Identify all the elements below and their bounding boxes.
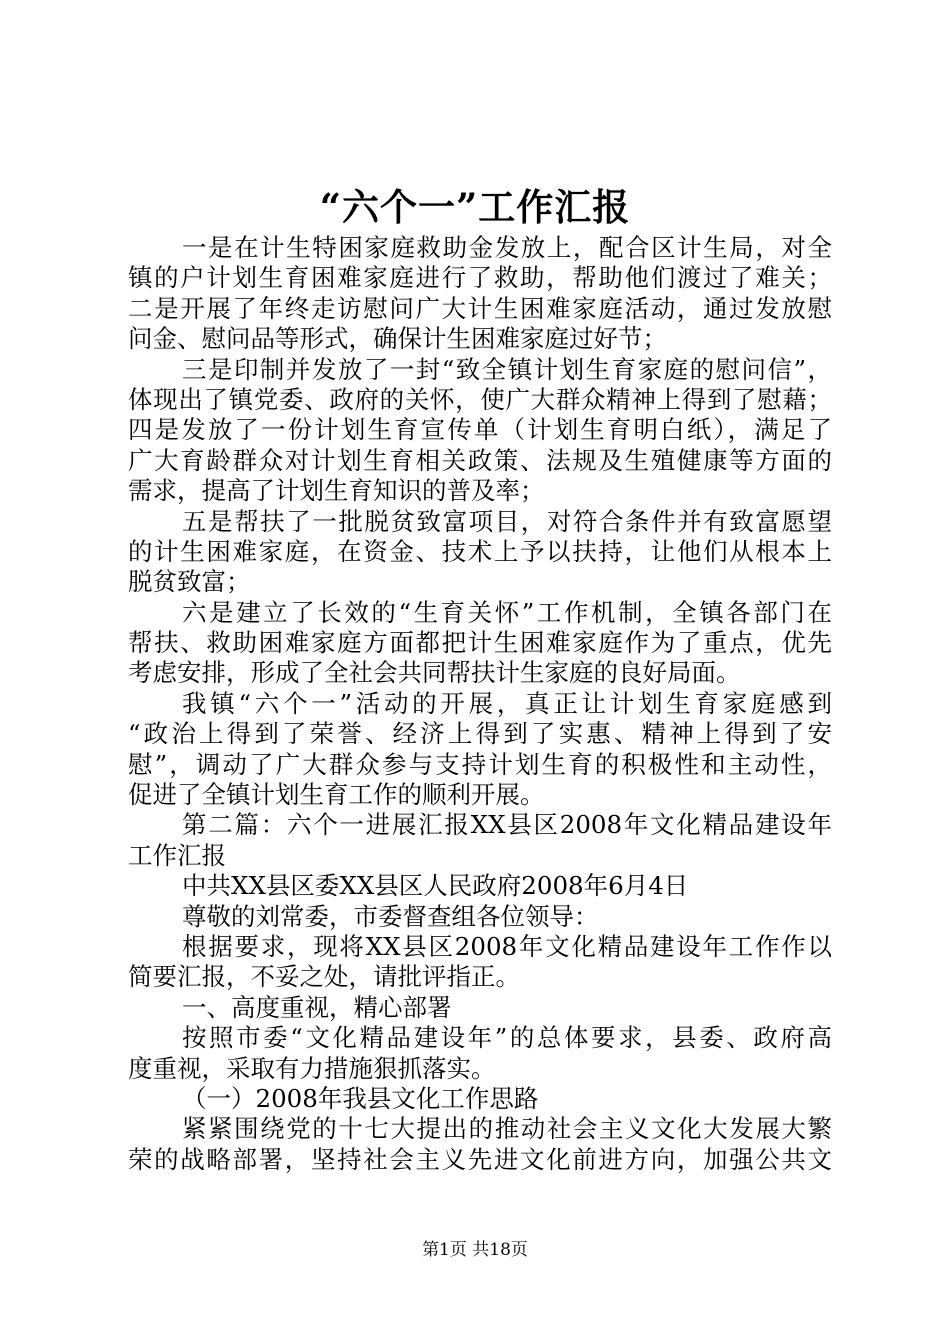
text-line: 问金、慰问品等形式，确保计生困难家庭过好节；: [128, 324, 667, 354]
text-line: 按照市委“文化精品建设年”的总体要求，县委、政府高: [182, 1023, 832, 1053]
text-line: 度重视，采取有力措施狠抓落实。: [128, 1053, 496, 1083]
text-line: 体现出了镇党委、政府的关怀，使广大群众精神上得到了慰藉；: [128, 384, 832, 414]
text-line: 第二篇：六个一进展汇报XX县区2008年文化精品建设年: [182, 810, 832, 840]
page-footer: 第1页 共18页: [422, 1240, 528, 1260]
text-line: 五是帮扶了一批脱贫致富项目，对符合条件并有致富愿望: [182, 506, 832, 536]
text-line: 促进了全镇计划生育工作的顺利开展。: [128, 780, 545, 810]
text-line: 需求，提高了计划生育知识的普及率；: [128, 476, 545, 506]
text-line: 广大育龄群众对计划生育相关政策、法规及生殖健康等方面的: [128, 445, 832, 475]
text-line: 工作汇报: [128, 840, 226, 870]
text-line: 我镇“六个一”活动的开展，真正让计划生育家庭感到: [182, 688, 832, 718]
document-title: “六个一”工作汇报: [319, 185, 631, 229]
text-line: 考虑安排，形成了全社会共同帮扶计生家庭的良好局面。: [128, 658, 741, 688]
text-line: 的计生困难家庭，在资金、技术上予以扶持，让他们从根本上: [128, 536, 832, 566]
text-line: 根据要求，现将XX县区2008年文化精品建设年工作作以: [182, 931, 832, 961]
text-line: 紧紧围绕党的十七大提出的推动社会主义文化大发展大繁: [182, 1114, 832, 1144]
text-line: 镇的户计划生育困难家庭进行了救助，帮助他们渡过了难关；: [128, 263, 832, 293]
text-line: 尊敬的刘常委，市委督查组各位领导：: [182, 901, 599, 931]
text-line: 四是发放了一份计划生育宣传单（计划生育明白纸），满足了: [128, 415, 832, 445]
text-line: 一是在计生特困家庭救助金发放上，配合区计生局，对全: [182, 233, 832, 262]
text-line: 简要汇报，不妥之处，请批评指正。: [128, 962, 520, 992]
text-line: “政治上得到了荣誉、经济上得到了实惠、精神上得到了安: [128, 719, 832, 749]
text-line: 帮扶、救助困难家庭方面都把计生困难家庭作为了重点，优先: [128, 628, 832, 658]
text-line: 六是建立了长效的“生育关怀”工作机制，全镇各部门在: [182, 597, 832, 627]
text-line: 慰”，调动了广大群众参与支持计划生育的积极性和主动性，: [128, 749, 832, 779]
document-body: [128, 233, 832, 1175]
text-line: 三是印制并发放了一封“致全镇计划生育家庭的慰问信”，: [182, 354, 832, 384]
text-line: 中共XX县区委XX县区人民政府2008年6月4日: [182, 871, 689, 901]
text-line: 荣的战略部署，坚持社会主义先进文化前进方向，加强公共文: [128, 1144, 832, 1174]
text-line: 一、高度重视，精心部署: [182, 992, 452, 1022]
text-line: 脱贫致富；: [128, 567, 251, 597]
text-line: （一）2008年我县文化工作思路: [182, 1083, 539, 1113]
text-line: 二是开展了年终走访慰问广大计生困难家庭活动，通过发放慰: [128, 293, 832, 323]
